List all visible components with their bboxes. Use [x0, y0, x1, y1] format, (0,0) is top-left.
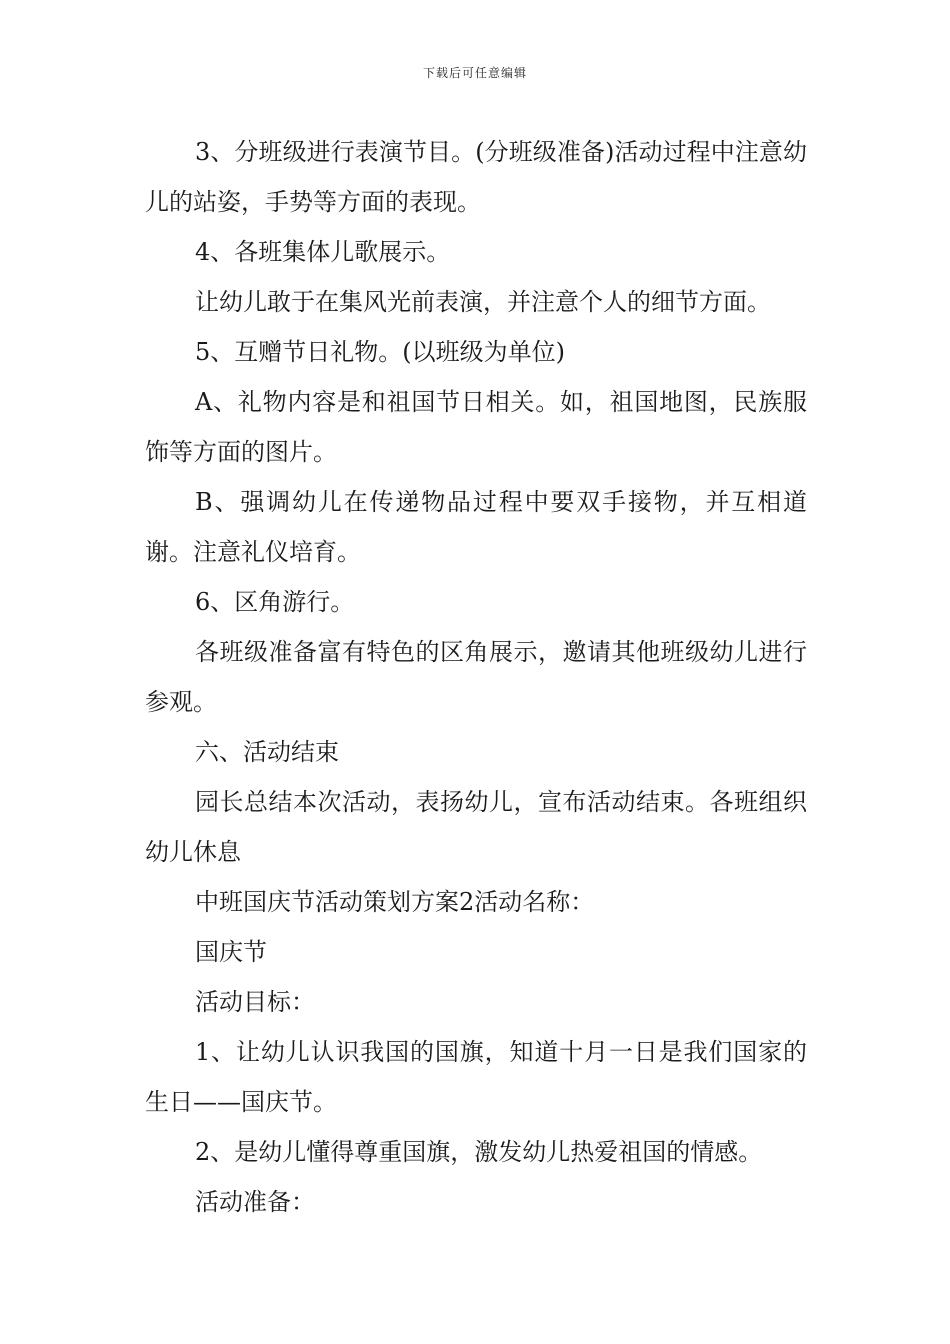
document-body — [145, 127, 807, 1227]
paragraph-step-4: 4、各班集体儿歌展示。 — [195, 238, 451, 266]
preparation-heading: 活动准备： — [195, 1188, 315, 1216]
page-header: 下载后可任意编辑 — [422, 66, 527, 80]
paragraph-step-5-a: A、礼物内容是和祖国节日相关。如，祖国地图，民族服饰等方面的图片。 — [145, 388, 807, 466]
goal-2: 2、是幼儿懂得尊重国旗，激发幼儿热爱祖国的情感。 — [195, 1138, 763, 1166]
paragraph-end-detail: 园长总结本次活动，表扬幼儿，宣布活动结束。各班组织幼儿休息 — [145, 788, 807, 866]
section-heading-end: 六、活动结束 — [195, 738, 339, 766]
activity-name: 国庆节 — [195, 938, 267, 966]
paragraph-step-6: 6、区角游行。 — [195, 588, 355, 616]
goal-1: 1、让幼儿认识我国的国旗，知道十月一日是我们国家的生日——国庆节。 — [145, 1038, 807, 1116]
paragraph-step-6-detail: 各班级准备富有特色的区角展示，邀请其他班级幼儿进行参观。 — [145, 638, 807, 716]
paragraph-step-5-b: B、强调幼儿在传递物品过程中要双手接物，并互相道谢。注意礼仪培育。 — [145, 488, 807, 566]
plan-2-title: 中班国庆节活动策划方案2活动名称： — [195, 888, 595, 916]
paragraph-step-3: 3、分班级进行表演节目。(分班级准备)活动过程中注意幼儿的站姿，手势等方面的表现。 — [145, 138, 807, 216]
goals-heading: 活动目标： — [195, 988, 315, 1016]
paragraph-step-5: 5、互赠节日礼物。(以班级为单位) — [195, 338, 565, 366]
paragraph-step-4-detail: 让幼儿敢于在集风光前表演，并注意个人的细节方面。 — [195, 288, 771, 316]
